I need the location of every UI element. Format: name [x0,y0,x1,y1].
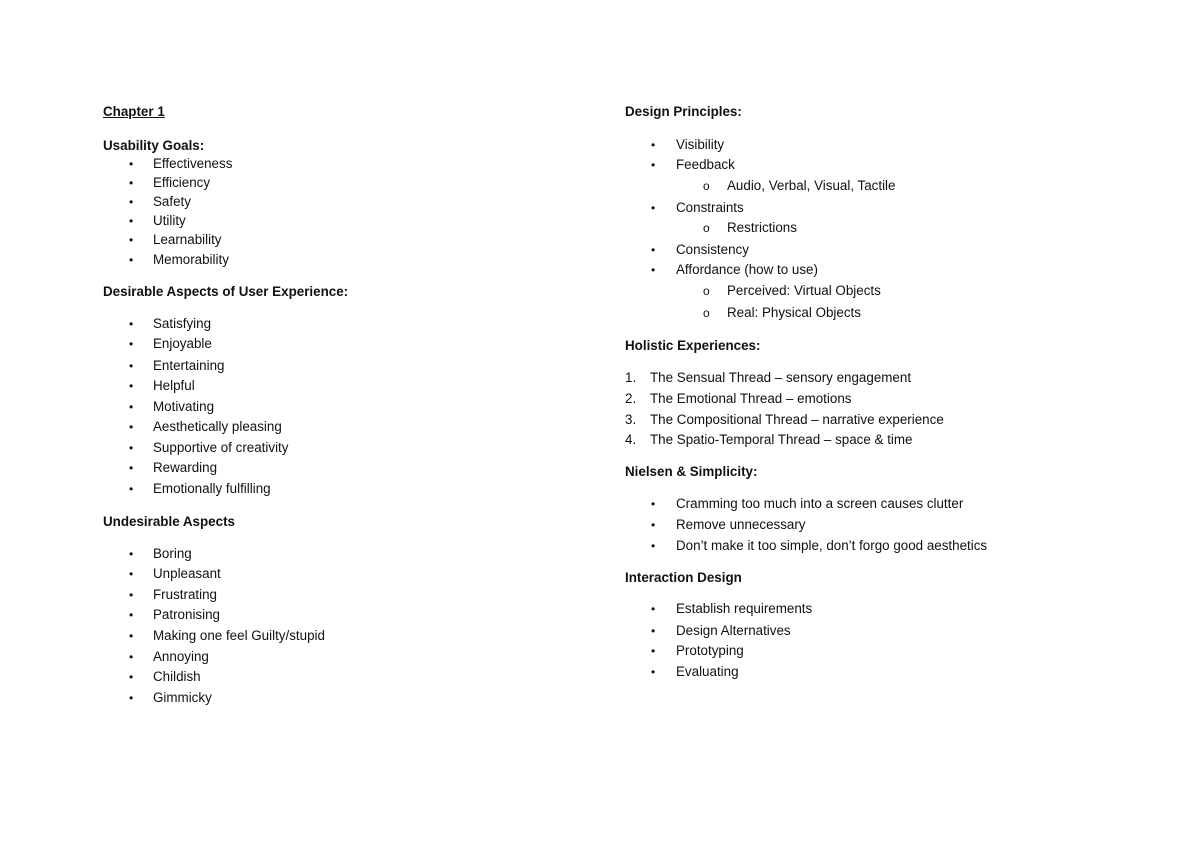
bullet-icon: • [129,176,134,190]
bullet-icon: • [129,233,134,247]
usability-goals-heading: Usability Goals: [103,138,205,153]
bullet-icon: • [651,602,656,616]
bullet-icon: • [129,629,134,643]
bullet-icon: • [651,263,656,277]
nielsen-simplicity-heading: Nielsen & Simplicity: [625,464,758,479]
bullet-icon: • [129,482,134,496]
bullet-icon: • [129,588,134,602]
bullet-icon: • [129,670,134,684]
bullet-icon: • [129,400,134,414]
bullet-icon: • [651,665,656,679]
bullet-icon: • [651,158,656,172]
desirable-aspects-heading: Desirable Aspects of User Experience: [103,284,349,299]
list-number: 2. [625,391,637,406]
bullet-icon: • [129,359,134,373]
bullet-icon: • [651,518,656,532]
undesirable-aspects-heading: Undesirable Aspects [103,514,235,529]
bullet-icon: • [129,691,134,705]
bullet-icon: • [651,497,656,511]
bullet-icon: • [129,420,134,434]
bullet-icon: • [129,379,134,393]
list-number: 1. [625,370,637,385]
circle-bullet-icon: o [703,284,710,298]
circle-bullet-icon: o [703,179,710,193]
bullet-icon: • [129,337,134,351]
bullet-icon: • [651,201,656,215]
bullet-icon: • [129,567,134,581]
chapter-title: Chapter 1 [103,104,165,119]
interaction-design-heading: Interaction Design [625,570,742,585]
bullet-icon: • [129,214,134,228]
bullet-icon: • [129,317,134,331]
design-principles-heading: Design Principles: [625,104,742,119]
bullet-icon: • [651,138,656,152]
bullet-icon: • [651,644,656,658]
list-number: 3. [625,412,637,427]
bullet-icon: • [129,547,134,561]
bullet-icon: • [129,157,134,171]
bullet-icon: • [129,608,134,622]
bullet-icon: • [129,650,134,664]
bullet-icon: • [651,624,656,638]
bullet-icon: • [651,539,656,553]
circle-bullet-icon: o [703,306,710,320]
bullet-icon: • [129,253,134,267]
bullet-icon: • [129,441,134,455]
bullet-icon: • [129,195,134,209]
holistic-experiences-heading: Holistic Experiences: [625,338,761,353]
list-number: 4. [625,432,637,447]
bullet-icon: • [651,243,656,257]
circle-bullet-icon: o [703,221,710,235]
bullet-icon: • [129,461,134,475]
